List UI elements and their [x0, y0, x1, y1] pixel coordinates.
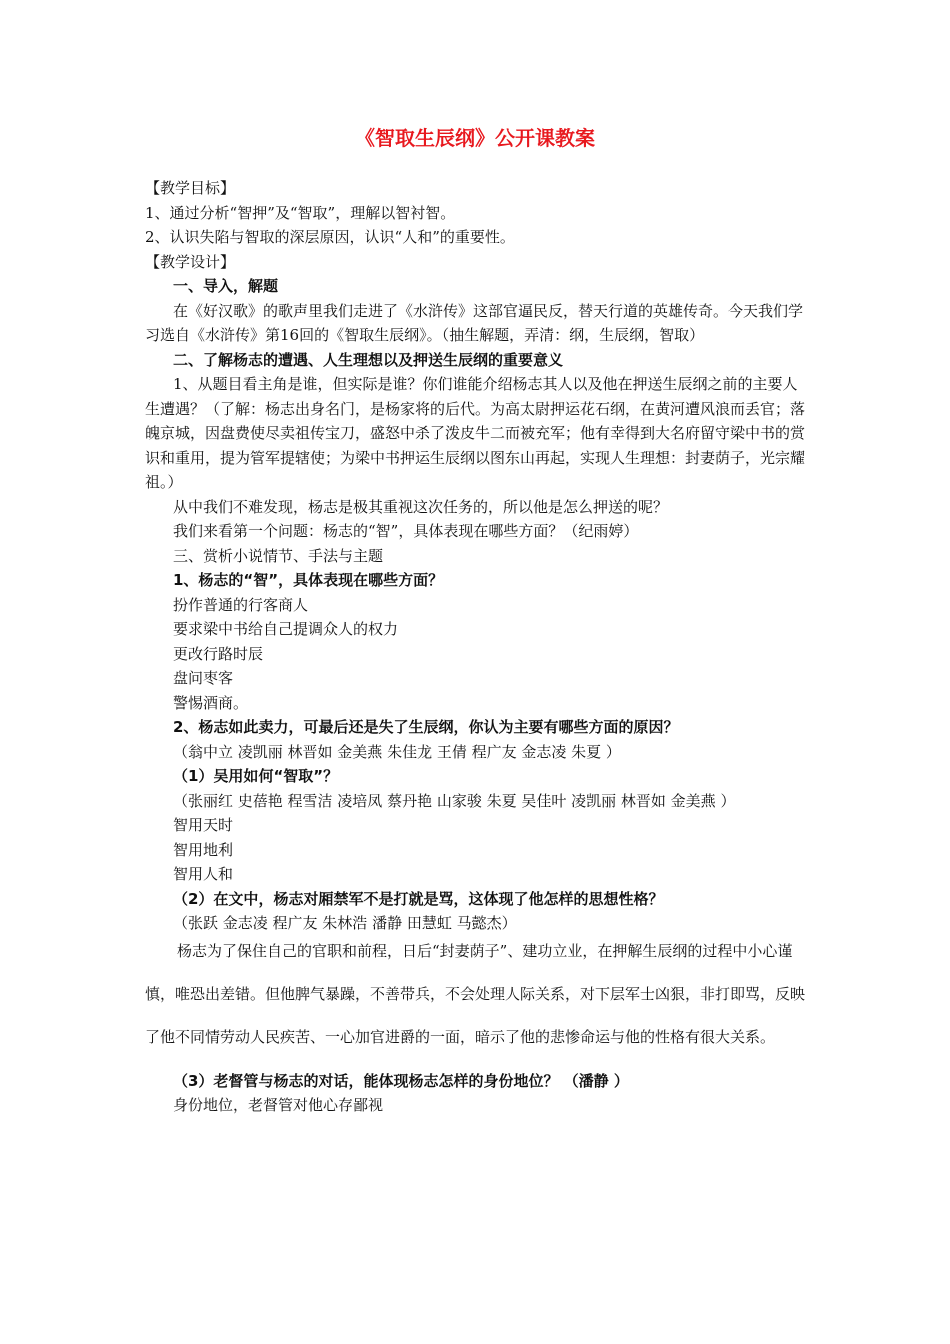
document-line: 1、从题目看主角是谁，但实际是谁？你们谁能介绍杨志其人以及他在押送生辰纲之前的主要人生遭遇？（了解：杨志出身名门，是杨家将的后代。为高太尉押运花石纲，在黄河遭风浪而丢官；落魄京城，因盘费使尽卖祖传宝刀，盛怒中杀了泼皮牛二而被充军；他有幸得到大名府留守梁中书的赏识和重用，提为管军提辖使；为梁中书押运生辰纲以图东山再起，实现人生理想：封妻荫子，光宗耀祖。） — [145, 375, 806, 491]
document-line: （1）吴用如何“智取”？ — [173, 767, 339, 785]
document-line: 盘问枣客 — [173, 669, 234, 687]
document-line: 2、认识失陷与智取的深层原因，认识“人和”的重要性。 — [145, 228, 515, 246]
document-line: 一、导入，解题 — [173, 277, 279, 295]
document-line: 智用人和 — [173, 865, 234, 883]
document-line: 【教学设计】 — [145, 252, 236, 271]
document-line: （翁中立 凌凯丽 林晋如 金美燕 朱佳龙 王倩 程广友 金志凌 朱夏 ） — [173, 742, 621, 761]
document-line: 要求梁中书给自己提调众人的权力 — [173, 620, 399, 638]
document-body — [145, 176, 805, 1118]
document-line: 从中我们不难发现，杨志是极其重视这次任务的，所以他是怎么押送的呢？ — [173, 497, 669, 516]
spacer — [145, 1059, 805, 1069]
document-line: 【教学目标】 — [145, 179, 236, 197]
document-line: 扮作普通的行客商人 — [173, 595, 309, 614]
document-line: 我们来看第一个问题：杨志的“智”，具体表现在哪些方面？（纪雨婷） — [173, 522, 639, 540]
document-line: 身份地位，老督管对他心存鄙视 — [173, 1096, 384, 1114]
document-line: 1、杨志的“智”，具体表现在哪些方面？ — [173, 571, 444, 589]
document-line: 智用地利 — [173, 840, 234, 859]
document-line: 警惕酒商。 — [173, 693, 249, 712]
document-line: 1、通过分析“智押”及“智取”，理解以智衬智。 — [145, 203, 456, 222]
document-line: 二、了解杨志的遭遇、人生理想以及押送生辰纲的重要意义 — [173, 350, 564, 369]
document-line: （3）老督管与杨志的对话，能体现杨志怎样的身份地位？ （潘静 ） — [173, 1071, 629, 1090]
document-line: 三、赏析小说情节、手法与主题 — [173, 546, 384, 565]
document-line: 2、杨志如此卖力，可最后还是失了生辰纲，你认为主要有哪些方面的原因？ — [173, 718, 679, 736]
document-line: （张丽红 史蓓艳 程雪洁 凌培凤 蔡丹艳 山家骏 朱夏 吴佳叶 凌凯丽 林晋如 金美燕 ） — [173, 791, 736, 810]
document-line: 更改行路时辰 — [173, 644, 264, 663]
document-line: （张跃 金志凌 程广友 朱林浩 潘静 田慧虹 马懿杰） — [173, 914, 517, 932]
document-line: 杨志为了保住自己的官职和前程，日后“封妻荫子”、建功立业，在押解生辰纲的过程中小心谨慎，唯恐出差错。但他脾气暴躁，不善带兵，不会处理人际关系，对下层军士凶狠，非打即骂，反映了他不同情劳动人民疾苦、一心加官进爵的一面，暗示了他的悲惨命运与他的性格有很大关系。 — [145, 941, 806, 1046]
document-line: 在《好汉歌》的歌声里我们走进了《水浒传》这部官逼民反，替天行道的英雄传奇。今天我们学习选自《水浒传》第16回的《智取生辰纲》。（抽生解题，弄清：纲，生辰纲，智取） — [145, 301, 804, 344]
document-line: 智用天时 — [173, 816, 234, 834]
document-line: （2）在文中，杨志对厢禁军不是打就是骂，这体现了他怎样的思想性格？ — [173, 889, 664, 908]
document-title: 《智取生辰纲》公开课教案 — [355, 126, 595, 150]
